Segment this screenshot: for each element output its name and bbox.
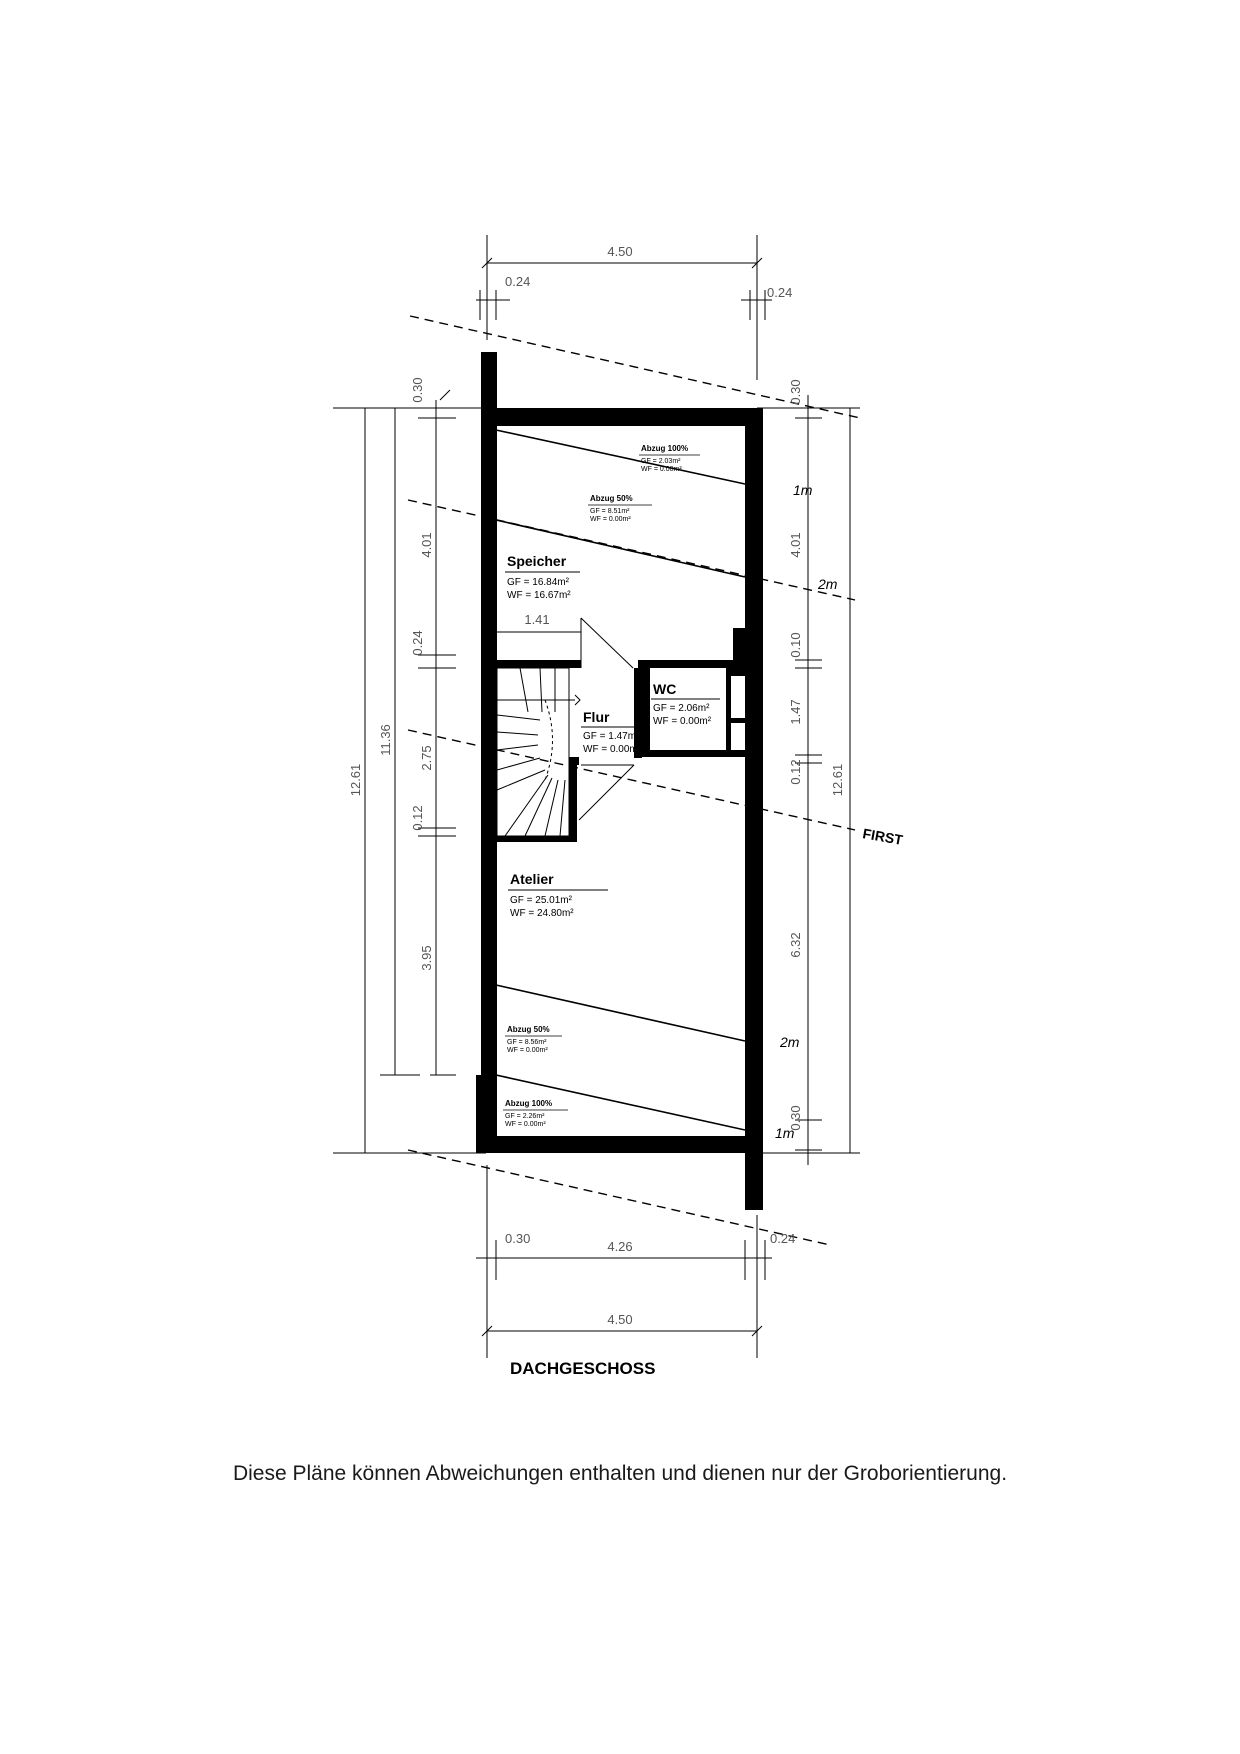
dim-left-0-12: 0.12 [410,805,425,831]
deduction-bot100-wf: WF = 0.00m² [505,1121,546,1128]
height-1m-bottom: 1m [775,1125,795,1141]
dim-left-3-95: 3.95 [419,945,434,971]
room-name-flur: Flur [583,709,610,725]
room-gf-speicher: GF = 16.84m² [507,577,569,588]
deduction-top100-wf: WF = 0.00m² [641,466,682,473]
height-2m-top: 2m [818,576,838,592]
room-speicher [505,553,580,601]
dim-top-left-wall: 0.24 [505,274,531,289]
dim-top-width: 4.50 [607,244,633,259]
dim-right-1-47: 1.47 [788,699,803,725]
room-name-atelier: Atelier [510,871,554,887]
disclaimer-text: Diese Pläne können Abweichungen enthalten und dienen nur der Groborientierung. [232,1462,1008,1485]
dim-bottom-0-30: 0.30 [505,1231,531,1246]
dim-left-0-30: 0.30 [410,377,425,403]
deduction-bot100-label: Abzug 100% [505,1099,553,1108]
deduction-top50-gf: GF = 8.51m² [590,508,630,515]
dim-bottom-4-50: 4.50 [607,1312,633,1327]
dim-right-0-12: 0.12 [788,759,803,785]
dim-bottom-0-24: 0.24 [770,1231,796,1246]
room-name-wc: WC [653,681,677,697]
deduction-top50-label: Abzug 50% [590,494,633,503]
dim-right-4-01: 4.01 [788,532,803,558]
room-gf-wc: GF = 2.06m² [653,703,710,714]
dim-right-0-10: 0.10 [788,632,803,658]
deduction-bot50-label: Abzug 50% [507,1025,550,1034]
ridge-label-first: FIRST [861,825,905,848]
room-wf-flur: WF = 0.00m² [583,744,642,755]
bottom-dimensions [476,1165,772,1358]
dim-left-0-24: 0.24 [410,630,425,656]
dim-left-2-75: 2.75 [419,745,434,771]
room-name-speicher: Speicher [507,553,567,569]
dim-left-4-01: 4.01 [419,532,434,558]
room-wc [651,681,720,727]
dim-right-0-30: 0.30 [788,379,803,405]
deduction-top50-wf: WF = 0.00m² [590,516,631,523]
height-1m-top: 1m [793,482,813,498]
dim-stair-1-41: 1.41 [524,612,550,627]
room-flur [581,709,642,755]
deduction-bottom-50 [505,1025,562,1054]
deduction-top100-label: Abzug 100% [641,444,689,453]
deduction-top-100 [639,444,700,473]
room-wf-atelier: WF = 24.80m² [510,908,574,919]
room-atelier [508,871,608,919]
room-gf-flur: GF = 1.47m² [583,731,640,742]
dim-left-inner: 11.36 [378,724,393,756]
room-gf-atelier: GF = 25.01m² [510,895,572,906]
dim-right-6-32: 6.32 [788,932,803,958]
dim-top-right-wall: 0.24 [767,285,793,300]
floor-title: DACHGESCHOSS [510,1359,656,1378]
deduction-bot100-gf: GF = 2.26m² [505,1113,545,1120]
deduction-bot50-gf: GF = 8.56m² [507,1039,547,1046]
deduction-bottom-100 [503,1099,568,1128]
room-wf-speicher: WF = 16.67m² [507,590,571,601]
dim-right-0-30-bottom: 0.30 [788,1105,803,1131]
height-2m-bottom: 2m [780,1034,800,1050]
deduction-top100-gf: GF = 2.03m² [641,458,681,465]
dim-right-total: 12.61 [830,763,845,797]
deduction-top-50 [588,494,652,523]
deduction-bot50-wf: WF = 0.00m² [507,1047,548,1054]
dim-left-total: 12.61 [348,763,363,797]
room-wf-wc: WF = 0.00m² [653,716,712,727]
dim-bottom-4-26: 4.26 [607,1239,633,1254]
